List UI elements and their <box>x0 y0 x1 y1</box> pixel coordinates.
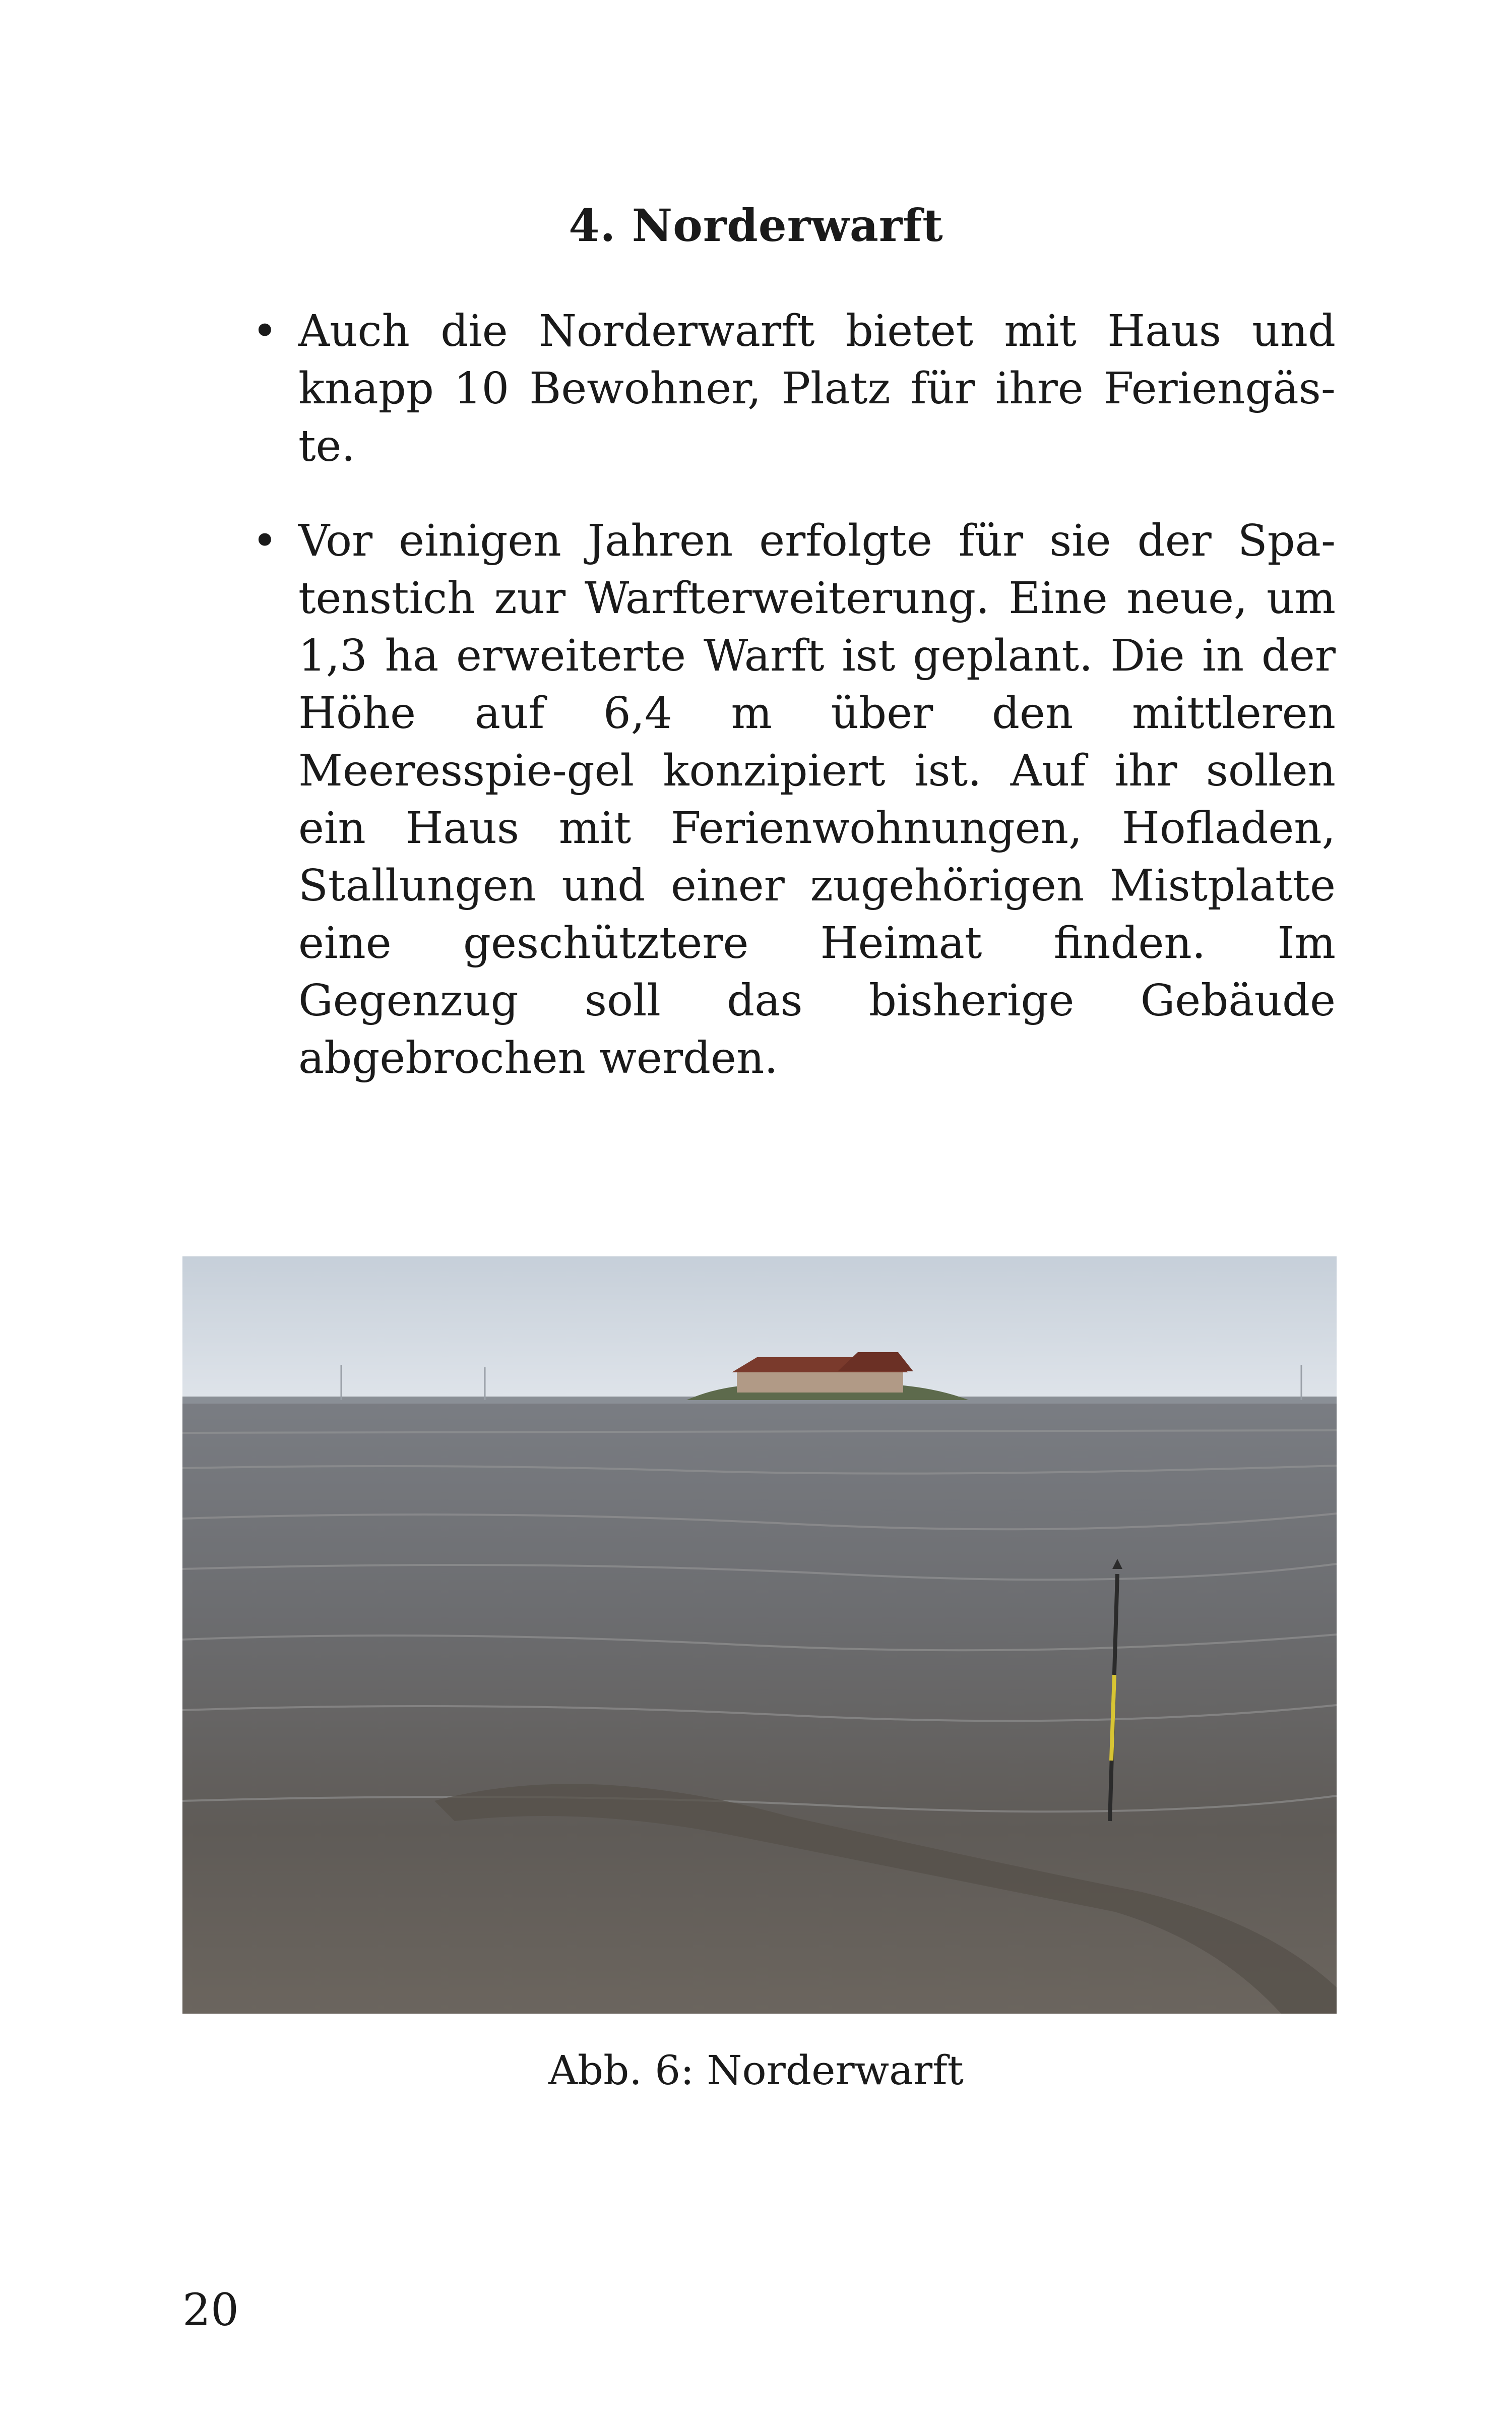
bullet-marker: • <box>252 306 278 356</box>
list-item <box>252 512 1336 1087</box>
figure-photo <box>182 1256 1337 2014</box>
section-heading: 4. Norderwarft <box>569 199 943 252</box>
mudflat-photo <box>182 1256 1337 2014</box>
list-item <box>252 302 1336 475</box>
bullet-list <box>252 302 1336 1124</box>
bullet-text: Auch die Norderwarft bietet mit Haus und knapp 10 Bewohner, Platz für ihre Feriengäs-te. <box>298 306 1336 471</box>
bullet-marker: • <box>252 516 278 566</box>
farmhouse <box>732 1352 913 1393</box>
bullet-text: Vor einigen Jahren erfolgte für sie der Spa-tenstich zur Warfterweiterung. Eine neue, um 1,3 ha erweiterte Warft ist geplant. Die in der Höhe auf 6,4 m über den mittleren Meeresspie-gel konzipiert ist. Auf ihr sollen ein Haus mit Ferienwohnungen, Hofladen, Stallungen und einer zugehörigen Mistplatte eine geschütztere Heimat finden. Im Gegenzug soll das bisherige Gebäude abgebrochen werden. <box>298 516 1336 1083</box>
page-number: 20 <box>182 2284 239 2336</box>
figure-caption: Abb. 6: Norderwarft <box>548 2047 964 2094</box>
